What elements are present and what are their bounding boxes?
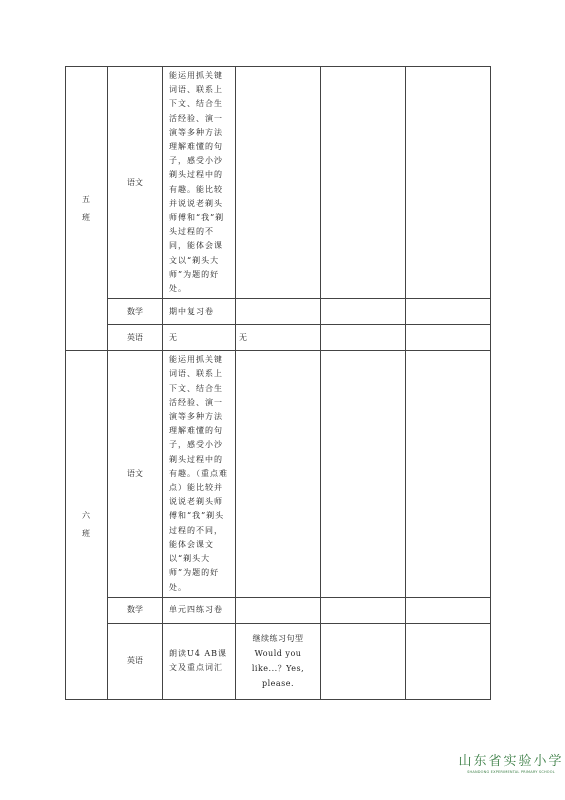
table-row: [66, 299, 491, 325]
class-label-char: 五: [82, 194, 91, 204]
empty-cell: [406, 325, 491, 351]
empty-cell: [236, 597, 321, 623]
schedule-table: [65, 66, 491, 700]
empty-cell: [236, 67, 321, 299]
empty-cell: [406, 623, 491, 699]
empty-cell: [321, 325, 406, 351]
empty-cell: [321, 67, 406, 299]
table-row: [66, 325, 491, 351]
empty-cell: [321, 623, 406, 699]
class-label-char: 六: [82, 510, 91, 520]
subject-cell: 语文: [108, 351, 163, 597]
subject-cell: 英语: [108, 325, 163, 351]
homework-cell: [236, 623, 321, 699]
lesson-content: 单元四练习卷: [163, 597, 236, 623]
school-name-english: SHANDONG EXPERIMENTAL PRIMARY SCHOOL: [467, 770, 555, 774]
class-label-char: 班: [82, 212, 91, 222]
lesson-content: 能运用抓关键词语、联系上下文、结合生活经验、演一演等多种方法理解难懂的句子，感受小沙剃头过程中的有趣。（重点难点）能比较并说说老剃头师傅和“我”剃头过程的不同，能体会课文以“剃头大师”为题的好处。: [163, 351, 236, 597]
subject-cell: 英语: [108, 623, 163, 699]
class-cell-6: [66, 351, 108, 699]
class-cell-5: [66, 67, 108, 351]
empty-cell: [236, 299, 321, 325]
table-row: [66, 623, 491, 699]
empty-cell: [406, 597, 491, 623]
empty-cell: [406, 67, 491, 299]
lesson-content: 朗读U4 AB课文及重点词汇: [163, 623, 236, 699]
lesson-content: 能运用抓关键词语、联系上下文、结合生活经验、演一演等多种方法理解难懂的句子，感受小沙剃头过程中的有趣。能比较并说说老剃头师傅和“我”剃头过程的不同，能体会课文以“剃头大师”为题的好处。: [163, 67, 236, 299]
empty-cell: [321, 351, 406, 597]
homework-line: like...？Yes,: [251, 664, 305, 674]
lesson-content: 无: [163, 325, 236, 351]
empty-cell: [406, 299, 491, 325]
empty-cell: [321, 597, 406, 623]
homework-line: Would you: [254, 649, 302, 659]
class-label-char: 班: [82, 528, 91, 538]
table-row: [66, 597, 491, 623]
lesson-content: 期中复习卷: [163, 299, 236, 325]
school-logo: [456, 750, 565, 774]
homework-line: please.: [261, 679, 295, 689]
subject-cell: 语文: [108, 67, 163, 299]
table-row: [66, 67, 491, 299]
empty-cell: [406, 351, 491, 597]
subject-cell: 数学: [108, 597, 163, 623]
empty-cell: [321, 299, 406, 325]
empty-cell: [236, 351, 321, 597]
homework-cell: 无: [236, 325, 321, 351]
school-name: 山东省实验小学: [458, 754, 564, 769]
homework-line: 继续练习句型: [252, 634, 304, 644]
table-row: [66, 351, 491, 597]
subject-cell: 数学: [108, 299, 163, 325]
